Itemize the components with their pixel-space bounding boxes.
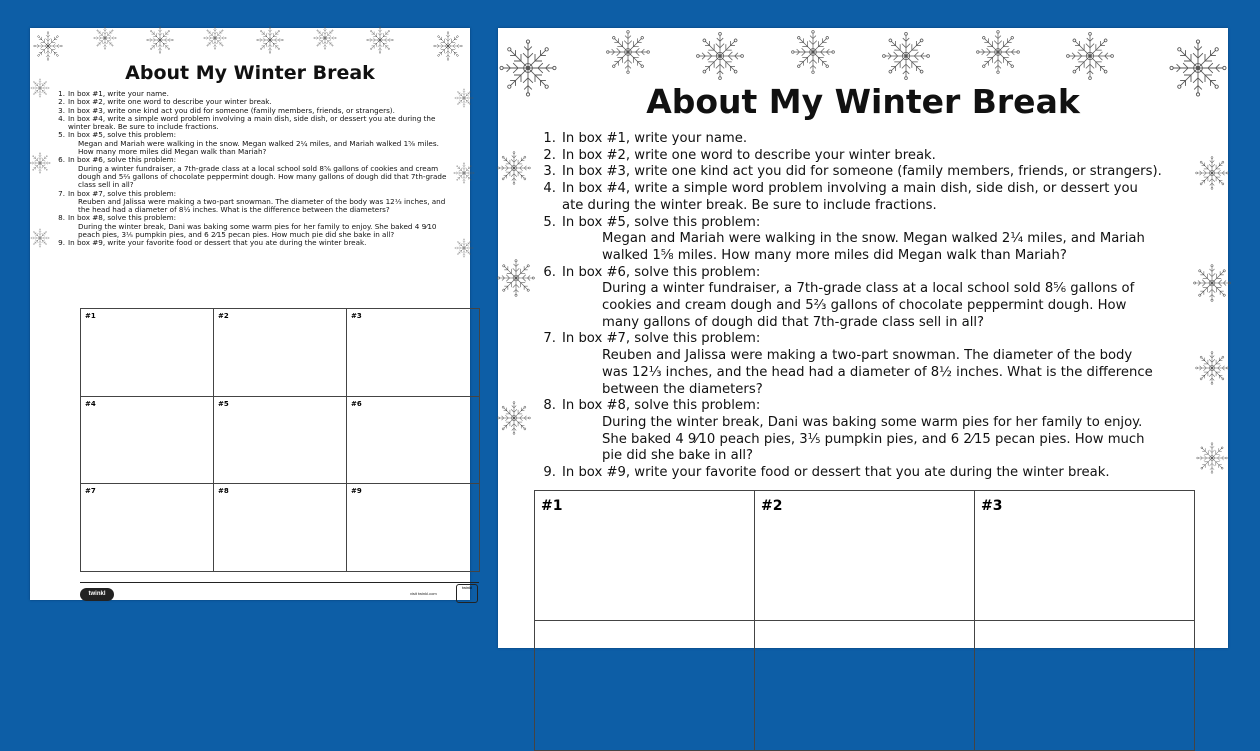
instruction-item: 1. In box #1, write your name. (58, 89, 169, 98)
answer-box-8[interactable]: #8 (214, 484, 347, 572)
answer-grid (80, 308, 480, 572)
snowflake-border-right (450, 68, 470, 318)
answer-box-5[interactable]: #5 (214, 397, 347, 485)
answer-box-2[interactable]: #2 (214, 309, 347, 397)
answer-box-9[interactable]: #9 (347, 484, 480, 572)
instruction-list (58, 89, 453, 248)
answer-box-empty[interactable] (535, 621, 755, 751)
instruction-item: 9. In box #9, write your favorite food or dessert that you ate during the winter break. (58, 238, 367, 248)
instruction-item: 6. In box #6, solve this problem: During a winter fundraiser, a 7th-grade class at a local school sold 8⅚ gallons of cookies and cream dough and 5⅔ gallons of chocolate peppermint dough. How many gallons of dough did that 7th-grade class sell in all? (543, 264, 1135, 330)
snowflake-border-left (498, 118, 538, 498)
instruction-item: 2. In box #2, write one word to describe your winter break. (543, 147, 936, 163)
answer-box-7[interactable]: #7 (81, 484, 214, 572)
page-title: About My Winter Break (125, 62, 375, 84)
answer-box-empty[interactable] (975, 621, 1195, 751)
answer-grid (534, 490, 1195, 751)
worksheet-zoomed (498, 28, 1228, 648)
answer-box-3[interactable]: #3 (347, 309, 480, 397)
instruction-item: 9. In box #9, write your favorite food or dessert that you ate during the winter break. (543, 465, 1110, 481)
answer-box-3[interactable]: #3 (975, 491, 1195, 621)
footer-badge: twinkl (456, 584, 478, 603)
footer-divider (80, 582, 479, 583)
instruction-item: 5. In box #5, solve this problem: Megan and Mariah were walking in the snow. Megan walked 2¼ miles, and Mariah walked 1⅝ miles. How many more miles did Megan walk than Mariah? (543, 214, 1145, 263)
answer-box-1[interactable]: #1 (81, 309, 214, 397)
instruction-item: 7. In box #7, solve this problem: Reuben and Jalissa were making a two-part snowman. The diameter of the body was 12⅓ inches, and the head had a diameter of 8½ inches. What is the difference between the diameters? (58, 188, 446, 215)
instruction-item: 5. In box #5, solve this problem: Megan and Mariah were walking in the snow. Megan walked 2¼ miles, and Mariah walked 1⅝ miles. How many more miles did Megan walk than Mariah? (58, 130, 439, 157)
instruction-item: 7. In box #7, solve this problem: Reuben and Jalissa were making a two-part snowman. The diameter of the body was 12⅓ inches, and the head had a diameter of 8½ inches. What is the difference between the diameters? (543, 331, 1153, 397)
page-title: About My Winter Break (646, 82, 1080, 121)
worksheet-thumbnail (30, 28, 470, 600)
footer-visit-text: visit twinkl.com (410, 591, 437, 596)
answer-box-empty[interactable] (755, 621, 975, 751)
instruction-item: 8. In box #8, solve this problem: During the winter break, Dani was baking some warm pies for her family to enjoy. She baked 4 9⁄10 peach pies, 3⅕ pumpkin pies, and 6 2⁄15 pecan pies. How much pie did she bake in all? (543, 398, 1145, 464)
twinkl-logo: twinkl (80, 588, 114, 601)
instruction-item: 6. In box #6, solve this problem: During a winter fundraiser, a 7th-grade class at a local school sold 8⅚ gallons of cookies and cream dough and 5⅔ gallons of chocolate peppermint dough. How many gallons of dough did that 7th-grade class sell in all? (58, 155, 447, 190)
instruction-item: 4. In box #4, write a simple word problem involving a main dish, side dish, or dessert you ate during the winter break. Be sure to include fractions. (543, 181, 1138, 213)
answer-box-2[interactable]: #2 (755, 491, 975, 621)
answer-box-6[interactable]: #6 (347, 397, 480, 485)
instruction-item: 8. In box #8, solve this problem: During the winter break, Dani was baking some warm pies for her family to enjoy. She baked 4 9⁄10 peach pies, 3⅕ pumpkin pies, and 6 2⁄15 pecan pies. How much pie did she bake in all? (58, 213, 437, 240)
answer-box-1[interactable]: #1 (535, 491, 755, 621)
instruction-item: 2. In box #2, write one word to describe your winter break. (58, 97, 272, 107)
instruction-item: 1. In box #1, write your name. (543, 131, 748, 146)
snowflake-border-right (1188, 118, 1228, 498)
instruction-item: 3. In box #3, write one kind act you did for someone (family members, friends, or strangers). (58, 105, 395, 115)
instruction-item: 3. In box #3, write one kind act you did for someone (family members, friends, or strangers). (543, 164, 1162, 180)
instruction-item: 4. In box #4, write a simple word problem involving a main dish, side dish, or dessert you ate during the winter break. Be sure to include fractions. (58, 113, 436, 132)
instruction-list (543, 131, 1162, 482)
answer-box-4[interactable]: #4 (81, 397, 214, 485)
